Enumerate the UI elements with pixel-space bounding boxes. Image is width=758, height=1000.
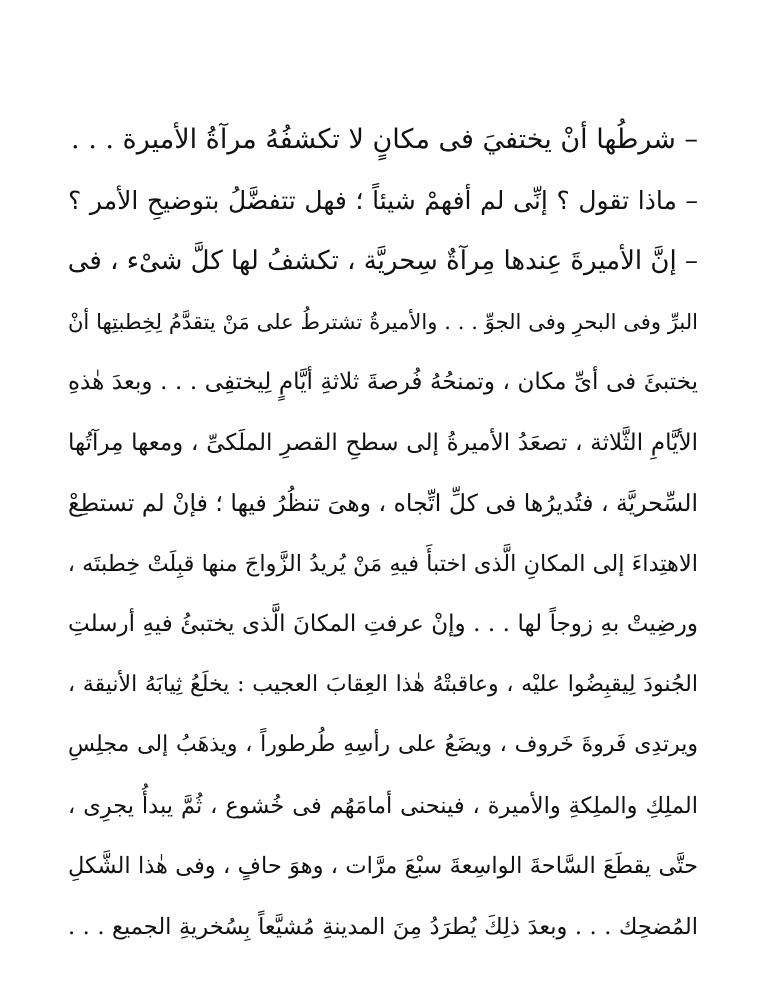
text-line: البرِّ وفى البحرِ وفى الجوِّ . . . والأميرةُ تشترطُ على مَنْ يتقدَّمُ لِخِطبتِها أنْ — [68, 309, 698, 334]
text-line: الاهتِداءَ إلى المكانِ الَّذى اختبأَ فيهِ مَنْ يُريدُ الزَّواجَ منها قبِلَتْ خِطبتَه ، — [68, 550, 698, 577]
text-line: – شرطُها أنْ يختفيَ فى مكانٍ لا تكشفُهُ مرآةُ الأميرة . . . — [71, 124, 698, 155]
text-line: حتَّى يقطَعَ السَّاحةَ الواسِعةَ سبْعَ مرَّات ، وهوَ حافٍ ، وفى هٰذا الشَّكلِ — [68, 853, 698, 879]
text-line: الجُنودَ لِيقبِضُوا عليْه ، وعاقبتْهُ هٰذا العِقابَ العجيب : يخلَعُ ثِيابَهُ الأنيقة ، — [68, 671, 698, 697]
page-text-block — [68, 110, 698, 957]
text-line: الملِكِ والملِكةِ والأميرة ، فينحنى أمامَهُم فى خُشوع ، ثُمَّ يبدأُ يجرِى ، — [68, 792, 698, 819]
text-line: يختبئَ فى أىِّ مكان ، وتمنحُهُ فُرصةَ ثلاثةِ أيَّامٍ لِيختفِى . . . وبعدَ هٰذهِ — [68, 369, 698, 395]
text-line: – ماذا تقول ؟ إنِّى لم أفهمْ شيئاً ؛ فهل تتفضَّلُ بتوضيحِ الأمر ؟ — [68, 185, 698, 215]
text-line: – إنَّ الأميرةَ عِندها مِرآةٌ سِحريَّة ، تكشفُ لها كلَّ شىْء ، فى — [68, 246, 698, 276]
text-line: المُضحِك . . . وبعدَ ذلِكَ يُطرَدُ مِنَ المدينةِ مُشيَّعاً بِسُخريةِ الجميع . . . — [68, 913, 698, 940]
text-line: ورضِيتْ بهِ زوجاً لها . . . وإنْ عرفتِ المكانَ الَّذى يختبئُ فيهِ أرسلتِ — [68, 611, 698, 637]
text-line: الأيَّامِ الثَّلاثة ، تصعَدُ الأميرةُ إلى سطحِ القصرِ الملَكىِّ ، ومعها مِرآتُها — [68, 429, 698, 456]
text-line: ويرتدِى فَروةَ خَروف ، ويضَعُ على رأسِهِ طُرطوراً ، ويذهَبُ إلى مجلِسِ — [68, 732, 698, 757]
text-line: السِّحريَّة ، فتُديرُها فى كلِّ اتِّجاه ، وهىَ تنظُرُ فيها ؛ فإنْ لم تستطِعْ — [68, 489, 698, 517]
